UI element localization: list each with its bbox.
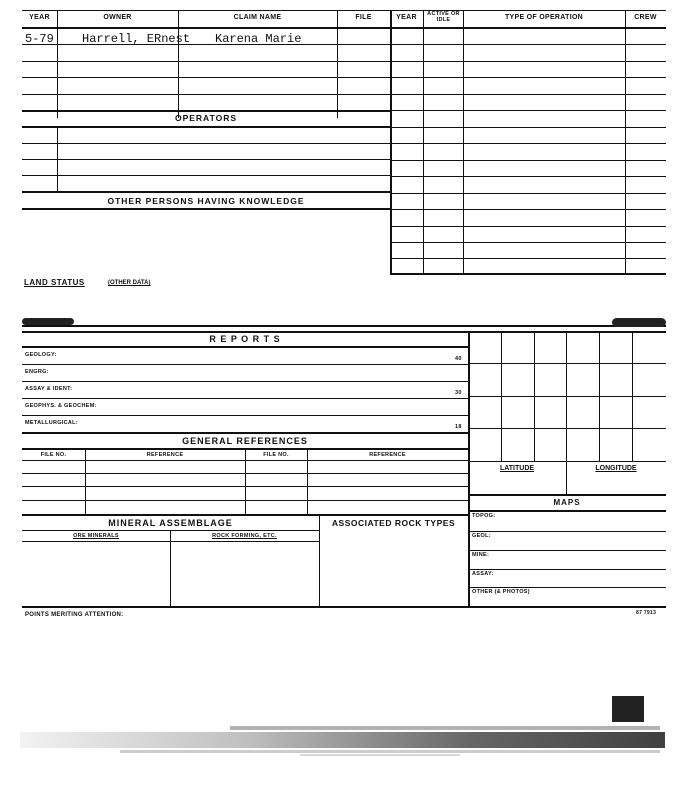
general-references-title: GENERAL REFERENCES xyxy=(182,436,308,446)
rule xyxy=(22,110,390,112)
rule xyxy=(390,258,666,259)
file-header: FILE xyxy=(355,14,372,21)
rule xyxy=(22,325,666,327)
rule xyxy=(22,346,468,348)
rule xyxy=(468,331,666,333)
rule xyxy=(468,531,666,532)
rule xyxy=(390,209,666,210)
ore-minerals-header: ORE MINERALS xyxy=(73,533,119,539)
rule xyxy=(468,396,666,397)
rule xyxy=(22,331,468,333)
rule xyxy=(390,193,666,194)
rule xyxy=(22,381,468,382)
points-meriting-attention-label: POINTS MERITING ATTENTION: xyxy=(25,612,124,618)
operators-title: OPERATORS xyxy=(174,113,238,123)
reports-title: R E P O R T S xyxy=(209,334,281,344)
rule xyxy=(22,486,468,487)
rule xyxy=(390,10,392,274)
ink-smudge xyxy=(612,318,666,327)
maps-mine: MINE: xyxy=(472,552,490,558)
owner-header: OWNER xyxy=(103,14,132,21)
ops-type-header: TYPE OF OPERATION xyxy=(504,14,584,21)
rule xyxy=(22,606,468,608)
rule xyxy=(337,10,338,118)
rule xyxy=(468,461,666,462)
rule xyxy=(423,10,424,274)
claim-name-value: Karena Marie xyxy=(215,32,302,46)
report-label-engrg: ENGRG: xyxy=(25,369,49,375)
file-no-header-2: FILE NO. xyxy=(263,452,289,458)
rule xyxy=(22,364,468,365)
rule xyxy=(22,473,468,474)
rule xyxy=(463,10,464,274)
report-label-geophys: GEOPHYS. & GEOCHEM: xyxy=(25,403,97,409)
rule xyxy=(390,242,666,243)
maps-geol: GEOL: xyxy=(472,533,491,539)
rule xyxy=(390,160,666,161)
rule xyxy=(468,606,666,608)
rule xyxy=(22,27,390,29)
mineral-title: MINERAL ASSEMBLAGE xyxy=(108,518,233,528)
report-label-geology: GEOLOGY: xyxy=(25,352,57,358)
claim-year-value: 5-79 xyxy=(25,32,54,46)
report-num-assay: 30 xyxy=(455,390,462,396)
rule xyxy=(22,208,390,210)
rule xyxy=(468,494,666,496)
claim-owner-value: Harrell, ERnest xyxy=(82,32,191,46)
land-status-sub: (OTHER DATA) xyxy=(108,280,151,286)
rule xyxy=(22,432,468,434)
rule xyxy=(22,94,390,95)
rule xyxy=(22,143,390,144)
scan-noise-band xyxy=(0,718,678,778)
rule xyxy=(22,44,390,45)
rule xyxy=(22,398,468,399)
reference-header-1: REFERENCE xyxy=(146,452,184,458)
rule xyxy=(22,191,390,193)
rule xyxy=(390,94,666,95)
rule xyxy=(390,61,666,62)
report-num-metallurgical: 18 xyxy=(455,424,462,430)
rule xyxy=(22,415,468,416)
associated-rock-types: ASSOCIATED ROCK TYPES xyxy=(331,518,456,528)
rule xyxy=(178,10,179,118)
rule xyxy=(468,587,666,588)
rule xyxy=(22,126,390,128)
land-status-label: LAND STATUS xyxy=(24,278,85,287)
rule xyxy=(22,500,468,501)
reference-header-2: REFERENCE xyxy=(369,452,406,458)
rule xyxy=(390,226,666,227)
latitude-label: LATITUDE xyxy=(499,465,535,472)
rule xyxy=(390,176,666,177)
rule xyxy=(390,27,666,29)
maps-assay: ASSAY: xyxy=(472,571,494,577)
rule xyxy=(468,428,666,429)
rule xyxy=(22,10,390,11)
report-label-metallurgical: METALLURGICAL: xyxy=(25,420,78,426)
ops-active-header: ACTIVE OR IDLE xyxy=(427,11,460,23)
rule xyxy=(22,460,468,461)
ops-year-header: YEAR xyxy=(396,14,417,21)
maps-topog: TOPOG: xyxy=(472,513,496,519)
rule xyxy=(390,143,666,144)
rule xyxy=(22,541,319,542)
file-no-header-1: FILE NO. xyxy=(40,452,67,458)
rule xyxy=(22,514,468,516)
ink-smudge xyxy=(22,318,74,325)
rule xyxy=(390,77,666,78)
rule xyxy=(468,569,666,570)
year-header: YEAR xyxy=(29,14,50,21)
rule xyxy=(22,175,390,176)
rule xyxy=(625,10,626,274)
maps-title: MAPS xyxy=(553,498,581,507)
rule xyxy=(22,77,390,78)
report-num-geology: 40 xyxy=(455,356,462,362)
rule xyxy=(57,10,58,118)
rule xyxy=(468,363,666,364)
rock-forming-header: ROCK FORMING, ETC. xyxy=(212,533,277,539)
rule xyxy=(390,127,666,128)
rule xyxy=(22,159,390,160)
rule xyxy=(468,550,666,551)
maps-other: OTHER (& PHOTOS) xyxy=(472,589,530,595)
longitude-label: LONGITUDE xyxy=(595,465,637,472)
report-label-assay: ASSAY & IDENT: xyxy=(25,386,73,392)
rule xyxy=(390,273,666,275)
form-number: 87 7913 xyxy=(636,610,657,616)
claim-name-header: CLAIM NAME xyxy=(233,14,282,21)
rule xyxy=(468,510,666,512)
ops-crew-header: CREW xyxy=(634,14,657,21)
rule xyxy=(390,110,666,111)
rule xyxy=(22,61,390,62)
rule xyxy=(390,44,666,45)
knowledge-title: OTHER PERSONS HAVING KNOWLEDGE xyxy=(107,196,305,206)
